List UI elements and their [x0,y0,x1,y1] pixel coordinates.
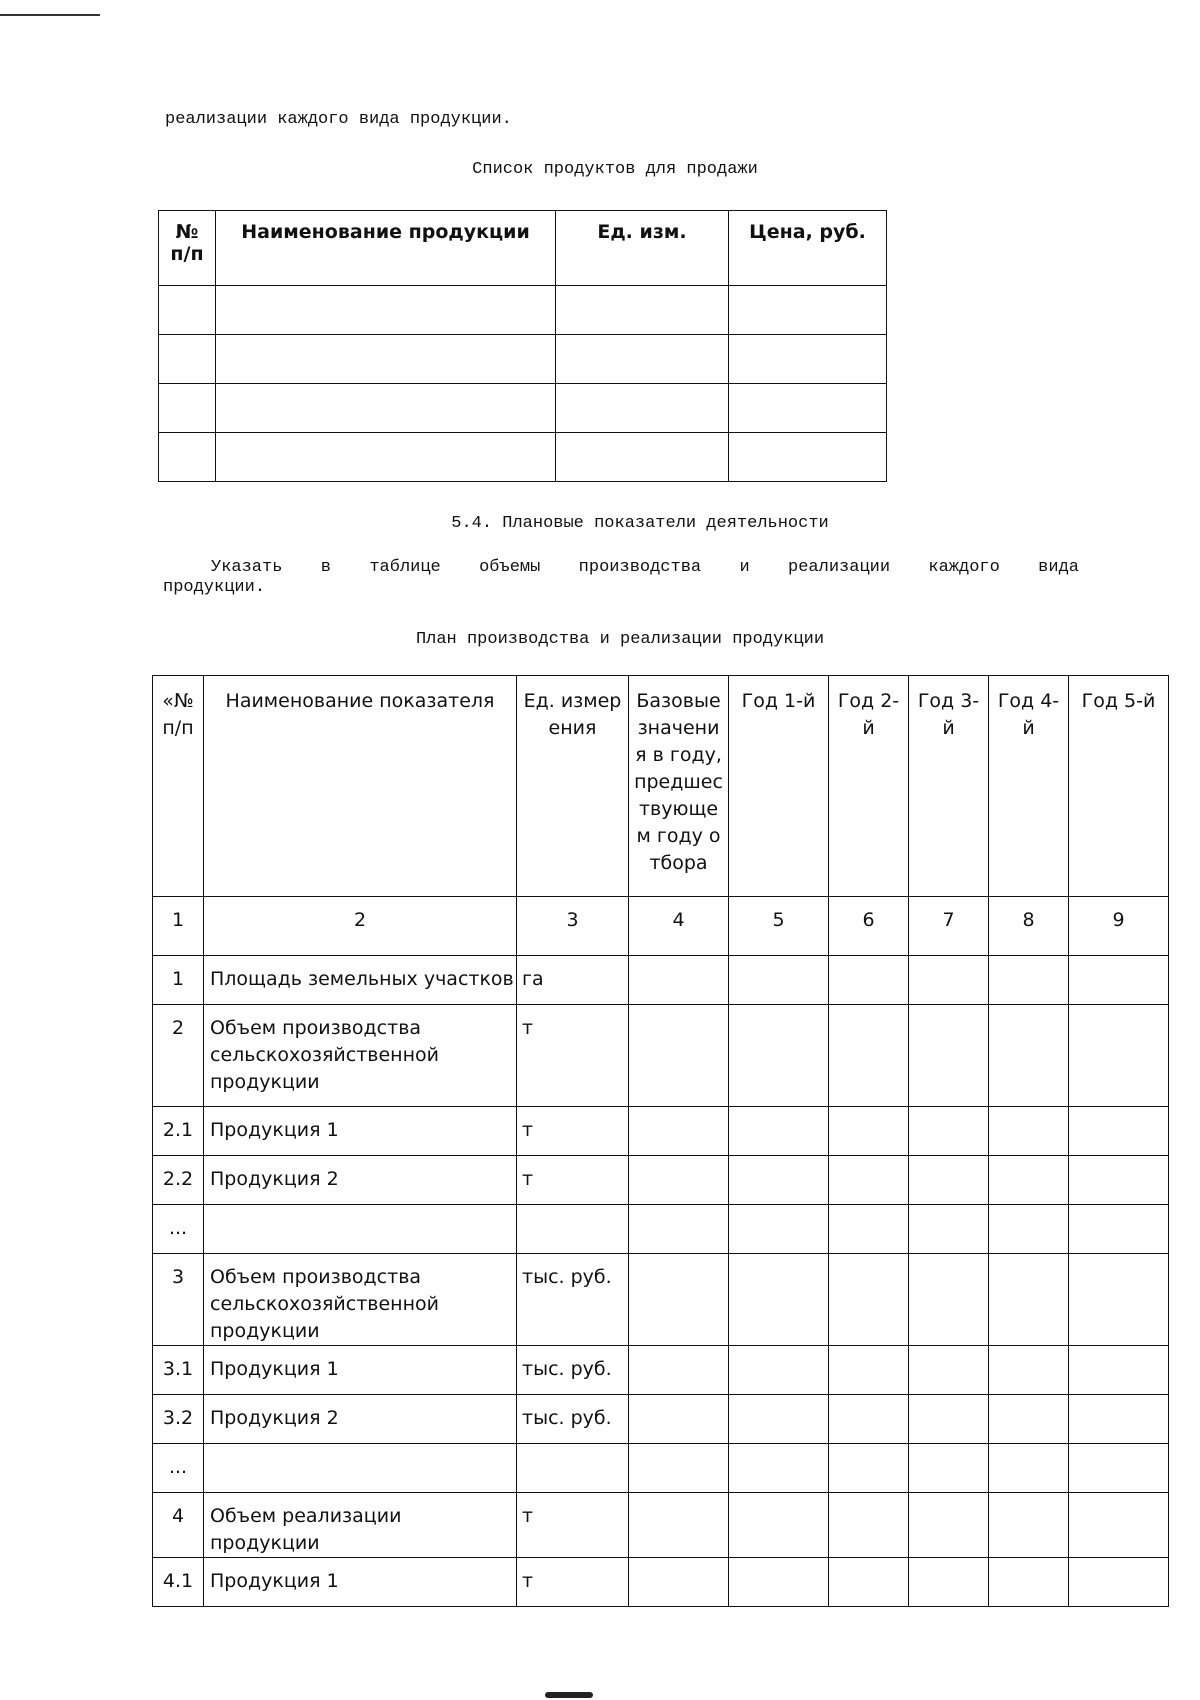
column-number: 5 [729,897,829,956]
value-cell [729,1558,829,1607]
indicator-name: Продукция 1 [204,1107,517,1156]
value-cell [729,956,829,1005]
header-cell: Год 2-й [829,676,909,897]
row-number: 1 [153,956,204,1005]
table-row [153,1005,1169,1107]
column-number-row [153,897,1169,956]
unit-cell: тыс. руб. [517,1395,629,1444]
header-cell: Год 4-й [989,676,1069,897]
scan-artifact-line [0,14,100,16]
header-cell: № п/п [159,211,216,286]
empty-cell [159,335,216,384]
empty-cell [556,335,729,384]
empty-cell [216,384,556,433]
unit-cell: т [517,1156,629,1205]
value-cell [989,1005,1069,1107]
table-row [159,286,887,335]
value-cell [909,1558,989,1607]
value-cell [729,1444,829,1493]
products-table-header [159,211,887,286]
table-row [153,1444,1169,1493]
section-heading: 5.4. Плановые показатели деятельности [451,514,829,533]
empty-cell [729,286,887,335]
unit-cell: т [517,1005,629,1107]
value-cell [909,1205,989,1254]
plan-table-title: План производства и реализации продукции [415,630,825,649]
value-cell [989,1156,1069,1205]
column-number: 8 [989,897,1069,956]
table-row [159,335,887,384]
value-cell [629,1005,729,1107]
continuation-text: реализации каждого вида продукции. [165,110,512,129]
value-cell [729,1205,829,1254]
unit-cell [517,1205,629,1254]
products-list-title: Список продуктов для продажи [472,160,758,179]
value-cell [1069,956,1169,1005]
value-cell [829,1254,909,1346]
value-cell [1069,1346,1169,1395]
header-cell: Год 5-й [1069,676,1169,897]
empty-cell [159,433,216,482]
value-cell [1069,1254,1169,1346]
table-row [159,433,887,482]
unit-cell: тыс. руб. [517,1254,629,1346]
column-number: 2 [204,897,517,956]
value-cell [989,1205,1069,1254]
column-number: 7 [909,897,989,956]
row-number: 3.1 [153,1346,204,1395]
row-number: 2 [153,1005,204,1107]
header-cell: Цена, руб. [729,211,887,286]
value-cell [909,1156,989,1205]
row-number: ... [153,1444,204,1493]
row-number: 2.1 [153,1107,204,1156]
empty-cell [556,433,729,482]
empty-cell [216,433,556,482]
value-cell [829,1493,909,1558]
empty-cell [159,384,216,433]
value-cell [629,1254,729,1346]
empty-cell [159,286,216,335]
table-row [153,1205,1169,1254]
value-cell [1069,1205,1169,1254]
value-cell [629,956,729,1005]
value-cell [909,1493,989,1558]
row-number: 4.1 [153,1558,204,1607]
row-number: 2.2 [153,1156,204,1205]
header-cell: Ед. изм. [556,211,729,286]
row-number: 3 [153,1254,204,1346]
instruction-text [163,558,1079,598]
plan-table [152,675,1169,1607]
value-cell [729,1395,829,1444]
value-cell [729,1493,829,1558]
unit-cell: т [517,1558,629,1607]
header-cell: Ед. измерения [517,676,629,897]
header-cell: Базовые значения в году, предшествующем году отбора [629,676,729,897]
indicator-name: Продукция 1 [204,1346,517,1395]
table-row [153,1493,1169,1558]
scan-artifact-blob [545,1692,593,1698]
value-cell [629,1205,729,1254]
row-number: ... [153,1205,204,1254]
value-cell [629,1395,729,1444]
empty-cell [216,335,556,384]
value-cell [909,956,989,1005]
value-cell [629,1107,729,1156]
value-cell [629,1156,729,1205]
column-number: 1 [153,897,204,956]
header-cell: Год 3-й [909,676,989,897]
table-row [153,1156,1169,1205]
value-cell [909,1107,989,1156]
indicator-name: Объем реализации продукции [204,1493,517,1558]
value-cell [1069,1444,1169,1493]
indicator-name: Продукция 1 [204,1558,517,1607]
indicator-name [204,1205,517,1254]
indicator-name: Продукция 2 [204,1156,517,1205]
value-cell [909,1005,989,1107]
value-cell [629,1493,729,1558]
value-cell [909,1395,989,1444]
table-row [153,956,1169,1005]
column-number: 3 [517,897,629,956]
unit-cell: т [517,1493,629,1558]
table-row [153,1346,1169,1395]
value-cell [1069,1493,1169,1558]
value-cell [1069,1395,1169,1444]
value-cell [829,1156,909,1205]
empty-cell [556,384,729,433]
value-cell [629,1558,729,1607]
value-cell [989,1346,1069,1395]
products-table [158,210,887,482]
value-cell [629,1444,729,1493]
unit-cell: т [517,1107,629,1156]
empty-cell [729,433,887,482]
header-cell: Наименование показателя [204,676,517,897]
value-cell [829,1395,909,1444]
row-number: 3.2 [153,1395,204,1444]
table-row [159,384,887,433]
value-cell [989,956,1069,1005]
value-cell [729,1107,829,1156]
table-row [153,1254,1169,1346]
value-cell [909,1444,989,1493]
value-cell [729,1005,829,1107]
instruction-line-2: продукции. [163,578,266,597]
value-cell [909,1346,989,1395]
empty-cell [216,286,556,335]
column-number: 9 [1069,897,1169,956]
value-cell [829,1005,909,1107]
value-cell [1069,1156,1169,1205]
value-cell [829,1205,909,1254]
empty-cell [556,286,729,335]
empty-cell [729,384,887,433]
header-cell: «№ п/п [153,676,204,897]
value-cell [729,1156,829,1205]
column-number: 4 [629,897,729,956]
value-cell [989,1395,1069,1444]
row-number: 4 [153,1493,204,1558]
indicator-name [204,1444,517,1493]
value-cell [1069,1558,1169,1607]
value-cell [629,1346,729,1395]
value-cell [1069,1107,1169,1156]
indicator-name: Продукция 2 [204,1395,517,1444]
value-cell [909,1254,989,1346]
indicator-name: Объем производства сельскохозяйственной продукции [204,1254,517,1346]
empty-cell [729,335,887,384]
instruction-line-1: Указать в таблице объемы производства и реализации каждого вида [211,558,1079,577]
value-cell [989,1254,1069,1346]
value-cell [829,956,909,1005]
value-cell [989,1444,1069,1493]
value-cell [829,1107,909,1156]
table-row [153,1395,1169,1444]
value-cell [729,1346,829,1395]
header-cell: Наименование продукции [216,211,556,286]
value-cell [989,1558,1069,1607]
unit-cell [517,1444,629,1493]
table-row [153,1107,1169,1156]
plan-table-header [153,676,1169,897]
table-row [153,1558,1169,1607]
value-cell [829,1558,909,1607]
value-cell [989,1107,1069,1156]
unit-cell: га [517,956,629,1005]
indicator-name: Объем производства сельскохозяйственной продукции [204,1005,517,1107]
indicator-name: Площадь земельных участков [204,956,517,1005]
value-cell [729,1254,829,1346]
header-cell: Год 1-й [729,676,829,897]
column-number: 6 [829,897,909,956]
value-cell [1069,1005,1169,1107]
unit-cell: тыс. руб. [517,1346,629,1395]
value-cell [989,1493,1069,1558]
value-cell [829,1444,909,1493]
value-cell [829,1346,909,1395]
